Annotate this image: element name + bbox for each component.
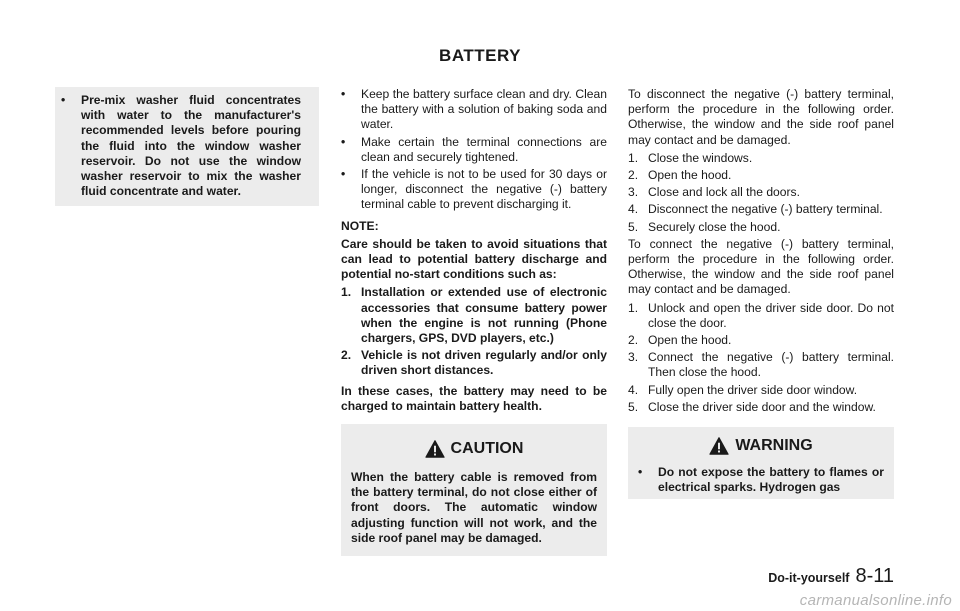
warning-triangle-icon bbox=[709, 437, 729, 455]
connect-steps bbox=[628, 301, 894, 415]
column-middle bbox=[341, 87, 607, 556]
warning-header bbox=[638, 427, 884, 465]
list-item: 2. Vehicle is not driven regularly and/or only driven short distances. bbox=[341, 348, 607, 378]
list-item: 1. Close the windows. bbox=[628, 150, 753, 165]
note-closing: In these cases, the battery may need to be charged to maintain battery health. bbox=[341, 383, 607, 413]
battery-care-list bbox=[341, 87, 607, 213]
list-item: 1. Installation or extended use of electronic accessories that consume battery power when the engine is not running (Phone chargers, GPS, DVD players, etc.) bbox=[341, 285, 607, 346]
washer-fluid-bullet: • Pre-mix washer fluid concentrates with water to the manufacturer's recommended levels before pouring the fluid into the window washer reservoir. Do not use the window washer reservoir to mix the washer fluid concentrate and water. bbox=[61, 93, 301, 199]
list-item: 3. Connect the negative (-) battery terminal. Then close the hood. bbox=[628, 350, 894, 380]
disconnect-intro: To disconnect the negative (-) battery terminal, perform the procedure in the following order. Otherwise, the window and the side roof panel may contact and be damaged. bbox=[628, 87, 894, 147]
page-title: BATTERY bbox=[439, 46, 521, 65]
washer-fluid-box bbox=[55, 87, 319, 206]
watermark: carmanualsonline.info bbox=[799, 592, 952, 609]
caution-header bbox=[351, 424, 597, 470]
list-item: 4. Disconnect the negative (-) battery terminal. bbox=[628, 202, 883, 217]
connect-intro: To connect the negative (-) battery terminal, perform the procedure in the following order. Otherwise, the window and the side roof panel may contact and be damaged. bbox=[628, 236, 894, 297]
warning-box bbox=[628, 427, 894, 499]
disconnect-steps bbox=[628, 151, 894, 235]
column-right bbox=[628, 87, 894, 499]
list-item: 5. Securely close the hood. bbox=[628, 219, 781, 234]
caution-title: CAUTION bbox=[450, 440, 524, 458]
page-number: 8-11 bbox=[855, 565, 894, 587]
list-item: 2. Open the hood. bbox=[628, 333, 732, 348]
list-item: 2. Open the hood. bbox=[628, 168, 732, 183]
note-label: NOTE: bbox=[341, 218, 379, 233]
caution-text: When the battery cable is removed from the battery terminal, do not close either of front doors. The automatic window adjusting function will not work, and the side roof panel may be damaged. bbox=[351, 470, 597, 545]
list-item: • Make certain the terminal connections are clean and securely tightened. bbox=[341, 135, 607, 165]
warning-triangle-icon bbox=[425, 440, 445, 458]
list-item: • If the vehicle is not to be used for 30 days or longer, disconnect the negative (-) battery terminal cable to prevent discharging it. bbox=[341, 167, 607, 213]
warning-bullet: • Do not expose the battery to flames or electrical sparks. Hydrogen gas bbox=[638, 465, 884, 495]
column-left bbox=[55, 87, 319, 206]
list-item: 4. Fully open the driver side door window. bbox=[628, 382, 858, 397]
list-item: 5. Close the driver side door and the window. bbox=[628, 399, 876, 414]
page-footer bbox=[768, 565, 894, 588]
note-list bbox=[341, 285, 607, 378]
list-item: 3. Close and lock all the doors. bbox=[628, 185, 800, 200]
caution-box bbox=[341, 424, 607, 556]
note-text: Care should be taken to avoid situations that can lead to potential battery discharge and potential no-start conditions such as: bbox=[341, 236, 607, 282]
footer-section: Do-it-yourself bbox=[768, 571, 850, 585]
warning-title: WARNING bbox=[735, 437, 813, 455]
list-item: • Keep the battery surface clean and dry. Clean the battery with a solution of baking soda and water. bbox=[341, 87, 607, 133]
list-item: 1. Unlock and open the driver side door. Do not close the door. bbox=[628, 300, 894, 330]
